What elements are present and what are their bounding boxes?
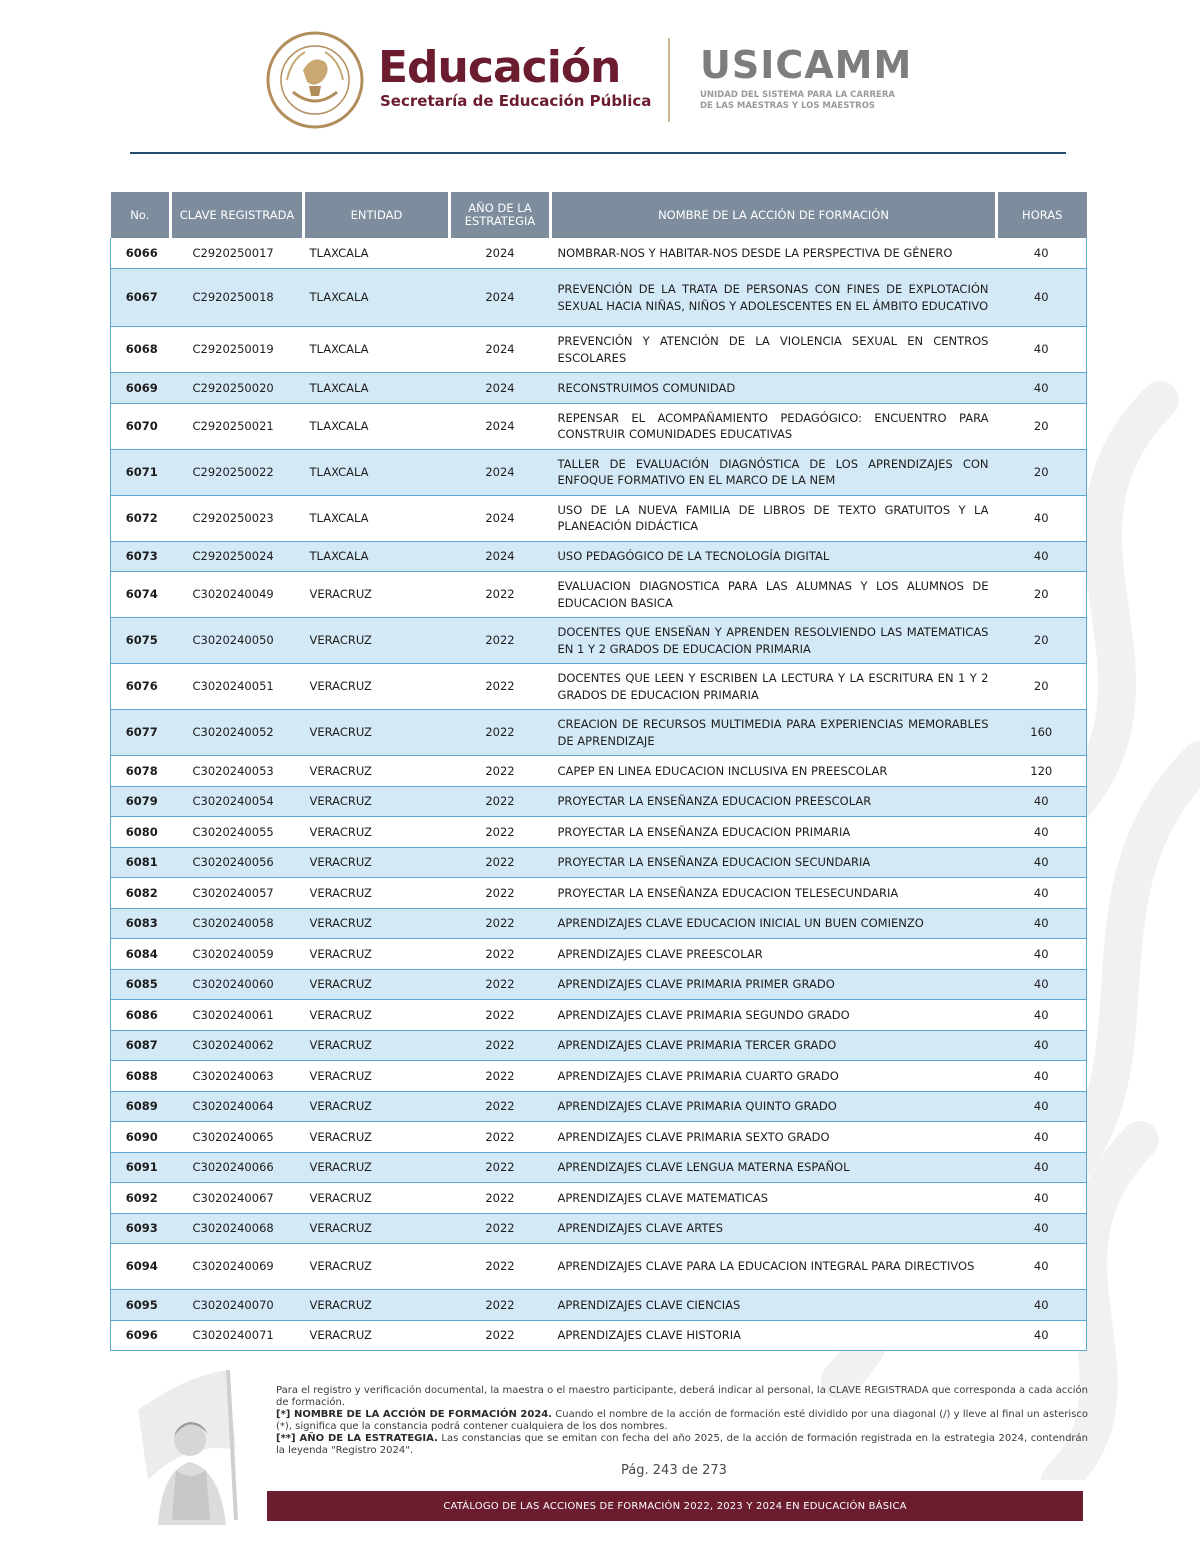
row-horas: 40 bbox=[997, 1213, 1087, 1244]
row-horas: 40 bbox=[997, 1030, 1087, 1061]
row-anio: 2022 bbox=[450, 664, 551, 710]
row-entidad: VERACRUZ bbox=[304, 1320, 450, 1351]
row-nombre: DOCENTES QUE LEEN Y ESCRIBEN LA LECTURA Y LA ESCRITURA EN 1 Y 2 GRADOS DE EDUCACION PRIMARIA bbox=[551, 664, 997, 710]
row-clave: C2920250020 bbox=[171, 373, 304, 404]
row-clave: C3020240065 bbox=[171, 1122, 304, 1153]
row-anio: 2022 bbox=[450, 1213, 551, 1244]
row-number: 6088 bbox=[111, 1061, 171, 1092]
row-entidad: VERACRUZ bbox=[304, 1030, 450, 1061]
table-header-row bbox=[111, 192, 1087, 238]
row-nombre: APRENDIZAJES CLAVE PRIMARIA PRIMER GRADO bbox=[551, 969, 997, 1000]
table-row bbox=[111, 1000, 1087, 1031]
row-horas: 40 bbox=[997, 495, 1087, 541]
table-row bbox=[111, 1183, 1087, 1214]
row-number: 6084 bbox=[111, 939, 171, 970]
row-entidad: VERACRUZ bbox=[304, 786, 450, 817]
row-entidad: VERACRUZ bbox=[304, 1290, 450, 1321]
row-nombre: APRENDIZAJES CLAVE MATEMATICAS bbox=[551, 1183, 997, 1214]
row-number: 6091 bbox=[111, 1152, 171, 1183]
row-clave: C3020240067 bbox=[171, 1183, 304, 1214]
row-horas: 40 bbox=[997, 1183, 1087, 1214]
row-horas: 40 bbox=[997, 238, 1087, 269]
row-anio: 2022 bbox=[450, 786, 551, 817]
row-nombre: TALLER DE EVALUACIÓN DIAGNÓSTICA DE LOS APRENDIZAJES CON ENFOQUE FORMATIVO EN EL MARCO DE LA NEM bbox=[551, 449, 997, 495]
row-anio: 2022 bbox=[450, 847, 551, 878]
footer-notes bbox=[276, 1385, 1088, 1457]
note-anio bbox=[276, 1433, 1088, 1457]
row-anio: 2022 bbox=[450, 1320, 551, 1351]
row-entidad: TLAXCALA bbox=[304, 327, 450, 373]
row-nombre: PROYECTAR LA ENSEÑANZA EDUCACION PRIMARIA bbox=[551, 817, 997, 848]
row-nombre: PROYECTAR LA ENSEÑANZA EDUCACION SECUNDARIA bbox=[551, 847, 997, 878]
row-horas: 40 bbox=[997, 1290, 1087, 1321]
row-anio: 2022 bbox=[450, 572, 551, 618]
row-nombre: APRENDIZAJES CLAVE PREESCOLAR bbox=[551, 939, 997, 970]
row-horas: 40 bbox=[997, 1122, 1087, 1153]
table-row bbox=[111, 878, 1087, 909]
national-seal-logo bbox=[265, 30, 365, 130]
table-row bbox=[111, 495, 1087, 541]
row-anio: 2022 bbox=[450, 1030, 551, 1061]
row-horas: 40 bbox=[997, 541, 1087, 572]
row-number: 6077 bbox=[111, 710, 171, 756]
catalog-table bbox=[110, 192, 1087, 1351]
note-anio-label: [**] AÑO DE LA ESTRATEGIA. bbox=[276, 1433, 438, 1444]
row-clave: C3020240064 bbox=[171, 1091, 304, 1122]
table-row bbox=[111, 756, 1087, 787]
row-entidad: VERACRUZ bbox=[304, 1183, 450, 1214]
table-row bbox=[111, 1152, 1087, 1183]
row-number: 6067 bbox=[111, 269, 171, 327]
row-anio: 2022 bbox=[450, 908, 551, 939]
row-horas: 40 bbox=[997, 786, 1087, 817]
row-anio: 2024 bbox=[450, 541, 551, 572]
row-nombre: APRENDIZAJES CLAVE EDUCACION INICIAL UN BUEN COMIENZO bbox=[551, 908, 997, 939]
row-anio: 2024 bbox=[450, 495, 551, 541]
table-row bbox=[111, 572, 1087, 618]
table-row bbox=[111, 403, 1087, 449]
row-nombre: APRENDIZAJES CLAVE PRIMARIA QUINTO GRADO bbox=[551, 1091, 997, 1122]
row-number: 6071 bbox=[111, 449, 171, 495]
row-number: 6095 bbox=[111, 1290, 171, 1321]
row-clave: C3020240057 bbox=[171, 878, 304, 909]
row-entidad: TLAXCALA bbox=[304, 541, 450, 572]
row-anio: 2024 bbox=[450, 327, 551, 373]
column-header-no: No. bbox=[111, 192, 171, 238]
table-row bbox=[111, 541, 1087, 572]
row-horas: 40 bbox=[997, 1000, 1087, 1031]
row-number: 6085 bbox=[111, 969, 171, 1000]
row-horas: 40 bbox=[997, 1091, 1087, 1122]
row-clave: C3020240059 bbox=[171, 939, 304, 970]
row-anio: 2024 bbox=[450, 269, 551, 327]
row-nombre: PREVENCIÓN DE LA TRATA DE PERSONAS CON FINES DE EXPLOTACIÓN SEXUAL HACIA NIÑAS, NIÑOS Y ADOLESCENTES EN EL ÁMBITO EDUCATIVO bbox=[551, 269, 997, 327]
row-clave: C2920250022 bbox=[171, 449, 304, 495]
row-number: 6074 bbox=[111, 572, 171, 618]
column-header-horas: HORAS bbox=[997, 192, 1087, 238]
row-entidad: VERACRUZ bbox=[304, 939, 450, 970]
row-anio: 2022 bbox=[450, 1122, 551, 1153]
row-anio: 2022 bbox=[450, 939, 551, 970]
row-clave: C3020240069 bbox=[171, 1244, 304, 1290]
row-entidad: VERACRUZ bbox=[304, 908, 450, 939]
row-number: 6081 bbox=[111, 847, 171, 878]
row-nombre: PROYECTAR LA ENSEÑANZA EDUCACION TELESECUNDARIA bbox=[551, 878, 997, 909]
row-number: 6070 bbox=[111, 403, 171, 449]
row-entidad: VERACRUZ bbox=[304, 1213, 450, 1244]
row-anio: 2022 bbox=[450, 1091, 551, 1122]
row-number: 6079 bbox=[111, 786, 171, 817]
row-nombre: USO PEDAGÓGICO DE LA TECNOLOGÍA DIGITAL bbox=[551, 541, 997, 572]
row-entidad: VERACRUZ bbox=[304, 1091, 450, 1122]
table-row bbox=[111, 1091, 1087, 1122]
row-number: 6093 bbox=[111, 1213, 171, 1244]
row-entidad: VERACRUZ bbox=[304, 1061, 450, 1092]
row-clave: C3020240054 bbox=[171, 786, 304, 817]
column-header-nombre: NOMBRE DE LA ACCIÓN DE FORMACIÓN bbox=[551, 192, 997, 238]
org-subtitle bbox=[700, 90, 895, 112]
row-number: 6068 bbox=[111, 327, 171, 373]
row-entidad: VERACRUZ bbox=[304, 878, 450, 909]
row-nombre: APRENDIZAJES CLAVE CIENCIAS bbox=[551, 1290, 997, 1321]
row-anio: 2022 bbox=[450, 1290, 551, 1321]
row-entidad: VERACRUZ bbox=[304, 756, 450, 787]
row-clave: C2920250021 bbox=[171, 403, 304, 449]
row-entidad: VERACRUZ bbox=[304, 1000, 450, 1031]
org-subtitle-line2: DE LAS MAESTRAS Y LOS MAESTROS bbox=[700, 101, 876, 111]
row-number: 6086 bbox=[111, 1000, 171, 1031]
row-entidad: VERACRUZ bbox=[304, 847, 450, 878]
row-clave: C3020240049 bbox=[171, 572, 304, 618]
brand-subtitle: Secretaría de Educación Pública bbox=[380, 92, 652, 110]
row-entidad: VERACRUZ bbox=[304, 572, 450, 618]
row-nombre: APRENDIZAJES CLAVE PRIMARIA CUARTO GRADO bbox=[551, 1061, 997, 1092]
row-horas: 20 bbox=[997, 664, 1087, 710]
org-title: USICAMM bbox=[700, 43, 913, 87]
row-nombre: APRENDIZAJES CLAVE PRIMARIA TERCER GRADO bbox=[551, 1030, 997, 1061]
row-anio: 2024 bbox=[450, 238, 551, 269]
row-anio: 2024 bbox=[450, 449, 551, 495]
row-horas: 40 bbox=[997, 1320, 1087, 1351]
row-entidad: VERACRUZ bbox=[304, 1244, 450, 1290]
row-horas: 40 bbox=[997, 969, 1087, 1000]
row-nombre: CREACION DE RECURSOS MULTIMEDIA PARA EXPERIENCIAS MEMORABLES DE APRENDIZAJE bbox=[551, 710, 997, 756]
row-clave: C3020240070 bbox=[171, 1290, 304, 1321]
row-nombre: APRENDIZAJES CLAVE LENGUA MATERNA ESPAÑOL bbox=[551, 1152, 997, 1183]
row-clave: C3020240062 bbox=[171, 1030, 304, 1061]
row-nombre: EVALUACION DIAGNOSTICA PARA LAS ALUMNAS Y LOS ALUMNOS DE EDUCACION BASICA bbox=[551, 572, 997, 618]
table-row bbox=[111, 238, 1087, 269]
row-nombre: REPENSAR EL ACOMPAÑAMIENTO PEDAGÓGICO: ENCUENTRO PARA CONSTRUIR COMUNIDADES EDUCATIVAS bbox=[551, 403, 997, 449]
note-nombre-label: [*] NOMBRE DE LA ACCIÓN DE FORMACIÓN 2024. bbox=[276, 1409, 553, 1420]
row-number: 6089 bbox=[111, 1091, 171, 1122]
table-row bbox=[111, 786, 1087, 817]
row-clave: C3020240060 bbox=[171, 969, 304, 1000]
row-anio: 2024 bbox=[450, 403, 551, 449]
row-anio: 2022 bbox=[450, 756, 551, 787]
row-clave: C3020240058 bbox=[171, 908, 304, 939]
row-nombre: NOMBRAR-NOS Y HABITAR-NOS DESDE LA PERSPECTIVA DE GÉNERO bbox=[551, 238, 997, 269]
table-row bbox=[111, 1320, 1087, 1351]
row-nombre: PROYECTAR LA ENSEÑANZA EDUCACION PREESCOLAR bbox=[551, 786, 997, 817]
row-horas: 20 bbox=[997, 572, 1087, 618]
catalog-table-container bbox=[110, 192, 1086, 1351]
row-number: 6090 bbox=[111, 1122, 171, 1153]
row-entidad: TLAXCALA bbox=[304, 495, 450, 541]
row-clave: C3020240053 bbox=[171, 756, 304, 787]
row-entidad: VERACRUZ bbox=[304, 817, 450, 848]
row-anio: 2022 bbox=[450, 710, 551, 756]
table-row bbox=[111, 1244, 1087, 1290]
row-horas: 20 bbox=[997, 403, 1087, 449]
row-clave: C3020240055 bbox=[171, 817, 304, 848]
row-horas: 40 bbox=[997, 1152, 1087, 1183]
document-header bbox=[0, 28, 1200, 138]
table-row bbox=[111, 847, 1087, 878]
row-number: 6087 bbox=[111, 1030, 171, 1061]
row-entidad: TLAXCALA bbox=[304, 449, 450, 495]
row-clave: C3020240061 bbox=[171, 1000, 304, 1031]
header-divider bbox=[668, 38, 670, 122]
table-row bbox=[111, 664, 1087, 710]
row-nombre: DOCENTES QUE ENSEÑAN Y APRENDEN RESOLVIENDO LAS MATEMATICAS EN 1 Y 2 GRADOS DE EDUCACION PRIMARIA bbox=[551, 618, 997, 664]
row-clave: C3020240066 bbox=[171, 1152, 304, 1183]
row-horas: 20 bbox=[997, 618, 1087, 664]
row-entidad: TLAXCALA bbox=[304, 373, 450, 404]
row-horas: 40 bbox=[997, 817, 1087, 848]
footer-banner-text: CATÁLOGO DE LAS ACCIONES DE FORMACIÓN 2022, 2023 Y 2024 EN EDUCACIÓN BÁSICA bbox=[443, 1500, 907, 1512]
row-horas: 40 bbox=[997, 1061, 1087, 1092]
note-nombre-text: Cuando el nombre de la acción de formación esté dividido por una diagonal (/) y lleve al final un asterisco (*), significa que la constancia podrá contener cualquiera de los dos nombres. bbox=[276, 1409, 1088, 1432]
table-row bbox=[111, 1122, 1087, 1153]
row-number: 6076 bbox=[111, 664, 171, 710]
note-registro: Para el registro y verificación documental, la maestra o el maestro participante, deberá indicar al personal, la CLAVE REGISTRADA que corresponda a cada acción de formación. bbox=[276, 1385, 1088, 1408]
row-number: 6080 bbox=[111, 817, 171, 848]
row-clave: C2920250018 bbox=[171, 269, 304, 327]
footer-banner bbox=[267, 1491, 1083, 1521]
row-clave: C2920250023 bbox=[171, 495, 304, 541]
row-nombre: APRENDIZAJES CLAVE PRIMARIA SEXTO GRADO bbox=[551, 1122, 997, 1153]
table-row bbox=[111, 1030, 1087, 1061]
row-entidad: TLAXCALA bbox=[304, 238, 450, 269]
row-clave: C3020240056 bbox=[171, 847, 304, 878]
table-row bbox=[111, 373, 1087, 404]
row-anio: 2024 bbox=[450, 373, 551, 404]
row-horas: 40 bbox=[997, 878, 1087, 909]
row-clave: C3020240068 bbox=[171, 1213, 304, 1244]
row-number: 6078 bbox=[111, 756, 171, 787]
row-clave: C2920250017 bbox=[171, 238, 304, 269]
column-header-clave: CLAVE REGISTRADA bbox=[171, 192, 304, 238]
row-horas: 40 bbox=[997, 939, 1087, 970]
row-entidad: VERACRUZ bbox=[304, 710, 450, 756]
row-number: 6073 bbox=[111, 541, 171, 572]
row-clave: C3020240052 bbox=[171, 710, 304, 756]
row-horas: 40 bbox=[997, 373, 1087, 404]
table-row bbox=[111, 908, 1087, 939]
org-subtitle-line1: UNIDAD DEL SISTEMA PARA LA CARRERA bbox=[700, 90, 895, 100]
table-row bbox=[111, 1290, 1087, 1321]
row-nombre: PREVENCIÓN Y ATENCIÓN DE LA VIOLENCIA SEXUAL EN CENTROS ESCOLARES bbox=[551, 327, 997, 373]
row-nombre: APRENDIZAJES CLAVE PARA LA EDUCACION INTEGRAL PARA DIRECTIVOS bbox=[551, 1244, 997, 1290]
row-number: 6072 bbox=[111, 495, 171, 541]
table-row bbox=[111, 710, 1087, 756]
row-nombre: APRENDIZAJES CLAVE ARTES bbox=[551, 1213, 997, 1244]
row-anio: 2022 bbox=[450, 1152, 551, 1183]
row-clave: C3020240063 bbox=[171, 1061, 304, 1092]
row-horas: 40 bbox=[997, 269, 1087, 327]
row-number: 6082 bbox=[111, 878, 171, 909]
row-clave: C2920250019 bbox=[171, 327, 304, 373]
row-entidad: VERACRUZ bbox=[304, 618, 450, 664]
table-body bbox=[111, 238, 1087, 1351]
row-clave: C3020240071 bbox=[171, 1320, 304, 1351]
table-row bbox=[111, 969, 1087, 1000]
row-horas: 160 bbox=[997, 710, 1087, 756]
row-anio: 2022 bbox=[450, 878, 551, 909]
note-nombre bbox=[276, 1409, 1088, 1433]
row-anio: 2022 bbox=[450, 618, 551, 664]
table-row bbox=[111, 449, 1087, 495]
row-horas: 20 bbox=[997, 449, 1087, 495]
row-clave: C2920250024 bbox=[171, 541, 304, 572]
heroine-illustration bbox=[118, 1370, 268, 1525]
row-number: 6092 bbox=[111, 1183, 171, 1214]
row-nombre: APRENDIZAJES CLAVE PRIMARIA SEGUNDO GRADO bbox=[551, 1000, 997, 1031]
row-horas: 40 bbox=[997, 1244, 1087, 1290]
row-entidad: VERACRUZ bbox=[304, 1122, 450, 1153]
brand-title: Educación bbox=[378, 42, 621, 93]
row-entidad: VERACRUZ bbox=[304, 969, 450, 1000]
row-number: 6075 bbox=[111, 618, 171, 664]
row-horas: 120 bbox=[997, 756, 1087, 787]
row-entidad: TLAXCALA bbox=[304, 403, 450, 449]
row-horas: 40 bbox=[997, 327, 1087, 373]
note-anio-text: Las constancias que se emitan con fecha del año 2025, de la acción de formación registrada en la estrategia 2024, contendrán la leyenda "Registro 2024". bbox=[276, 1433, 1088, 1456]
table-row bbox=[111, 939, 1087, 970]
row-clave: C3020240051 bbox=[171, 664, 304, 710]
page-number: Pág. 243 de 273 bbox=[621, 1463, 727, 1478]
table-row bbox=[111, 269, 1087, 327]
row-horas: 40 bbox=[997, 908, 1087, 939]
table-row bbox=[111, 327, 1087, 373]
row-entidad: VERACRUZ bbox=[304, 1152, 450, 1183]
row-nombre: USO DE LA NUEVA FAMILIA DE LIBROS DE TEXTO GRATUITOS Y LA PLANEACIÓN DIDÁCTICA bbox=[551, 495, 997, 541]
table-row bbox=[111, 1061, 1087, 1092]
row-nombre: APRENDIZAJES CLAVE HISTORIA bbox=[551, 1320, 997, 1351]
row-number: 6083 bbox=[111, 908, 171, 939]
row-anio: 2022 bbox=[450, 1000, 551, 1031]
row-number: 6094 bbox=[111, 1244, 171, 1290]
row-number: 6066 bbox=[111, 238, 171, 269]
row-horas: 40 bbox=[997, 847, 1087, 878]
column-header-entidad: ENTIDAD bbox=[304, 192, 450, 238]
table-row bbox=[111, 618, 1087, 664]
row-anio: 2022 bbox=[450, 969, 551, 1000]
table-row bbox=[111, 1213, 1087, 1244]
row-clave: C3020240050 bbox=[171, 618, 304, 664]
header-rule bbox=[130, 152, 1066, 154]
row-anio: 2022 bbox=[450, 1244, 551, 1290]
row-number: 6096 bbox=[111, 1320, 171, 1351]
table-row bbox=[111, 817, 1087, 848]
row-entidad: TLAXCALA bbox=[304, 269, 450, 327]
row-entidad: VERACRUZ bbox=[304, 664, 450, 710]
row-anio: 2022 bbox=[450, 1183, 551, 1214]
row-number: 6069 bbox=[111, 373, 171, 404]
row-nombre: RECONSTRUIMOS COMUNIDAD bbox=[551, 373, 997, 404]
row-nombre: CAPEP EN LINEA EDUCACION INCLUSIVA EN PREESCOLAR bbox=[551, 756, 997, 787]
column-header-anio: AÑO DE LA ESTRATEGIA bbox=[450, 192, 551, 238]
row-anio: 2022 bbox=[450, 1061, 551, 1092]
row-anio: 2022 bbox=[450, 817, 551, 848]
